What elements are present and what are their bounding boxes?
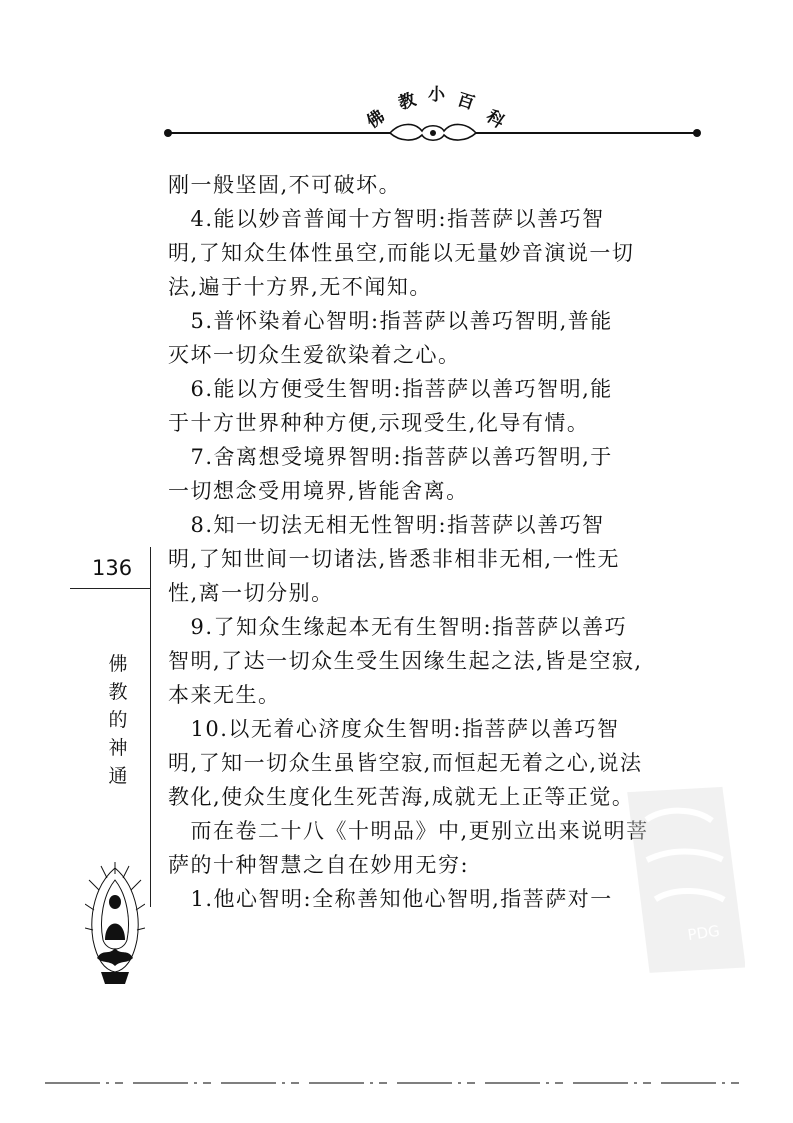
text-line: 本来无生。 <box>168 683 281 707</box>
series-title-char: 小 <box>428 85 445 105</box>
text-line: 法,遍于十方界,无不闻知。 <box>168 275 432 299</box>
text-line: 1.他心智明:全称善知他心智明,指菩萨对一 <box>168 887 613 911</box>
text-line: 5.普怀染着心智明:指菩萨以善巧智明,普能 <box>168 309 613 333</box>
series-title-char: 百 <box>454 89 477 115</box>
watermark-text: PDG <box>686 921 721 945</box>
buddha-figure-icon <box>85 860 145 990</box>
paragraph <box>168 168 713 202</box>
paragraph <box>168 440 713 508</box>
text-line: 刚一般坚固,不可破坏。 <box>168 173 402 197</box>
text-line: 一切想念受用境界,皆能舍离。 <box>168 479 469 503</box>
text-line: 8.知一切法无相无性智明:指菩萨以善巧智 <box>168 513 605 537</box>
text-line: 而在卷二十八《十明品》中,更别立出来说明菩 <box>168 819 649 843</box>
series-title-char: 佛 <box>363 106 389 133</box>
text-line: 9.了知众生缘起本无有生智明:指菩萨以善巧 <box>168 615 628 639</box>
text-line: 7.舍离想受境界智明:指菩萨以善巧智明,于 <box>168 445 613 469</box>
header-ornamental-rule <box>160 122 705 144</box>
book-title-char: 神 <box>108 737 128 759</box>
text-line: 明,了知世间一切诸法,皆悉非相非无相,一性无 <box>168 547 621 571</box>
paragraph <box>168 610 713 712</box>
text-line: 6.能以方便受生智明:指菩萨以善巧智明,能 <box>168 377 613 401</box>
text-line: 性,离一切分别。 <box>168 581 334 605</box>
watermark-stamp <box>625 775 745 985</box>
footer-dashed-rule <box>45 1080 745 1086</box>
page-number: 136 <box>92 556 133 580</box>
page-number-rule <box>70 588 150 589</box>
text-line: 智明,了达一切众生受生因缘生起之法,皆是空寂, <box>168 649 643 673</box>
series-title-char: 教 <box>396 89 419 115</box>
book-title-char: 教 <box>108 681 128 703</box>
text-line: 灭坏一切众生爱欲染着之心。 <box>168 343 461 367</box>
text-line: 教化,使众生度化生死苦海,成就无上正等正觉。 <box>168 785 635 809</box>
text-line: 萨的十种智慧之自在妙用无穷: <box>168 853 470 877</box>
text-line: 于十方世界种种方便,示现受生,化导有情。 <box>168 411 590 435</box>
text-line: 明,了知一切众生虽皆空寂,而恒起无着之心,说法 <box>168 751 643 775</box>
paragraph <box>168 304 713 372</box>
paragraph <box>168 372 713 440</box>
text-line: 明,了知众生体性虽空,而能以无量妙音演说一切 <box>168 241 635 265</box>
text-line: 10.以无着心济度众生智明:指菩萨以善巧智 <box>168 717 620 741</box>
book-title-char: 通 <box>108 765 128 787</box>
book-title-vertical <box>103 650 133 790</box>
series-title-char: 科 <box>482 106 508 133</box>
margin-vertical-rule <box>150 547 151 907</box>
book-title-char: 的 <box>108 709 128 731</box>
text-line: 4.能以妙音普闻十方智明:指菩萨以善巧智 <box>168 207 605 231</box>
book-title-char: 佛 <box>108 653 128 675</box>
paragraph <box>168 508 713 610</box>
paragraph <box>168 202 713 304</box>
